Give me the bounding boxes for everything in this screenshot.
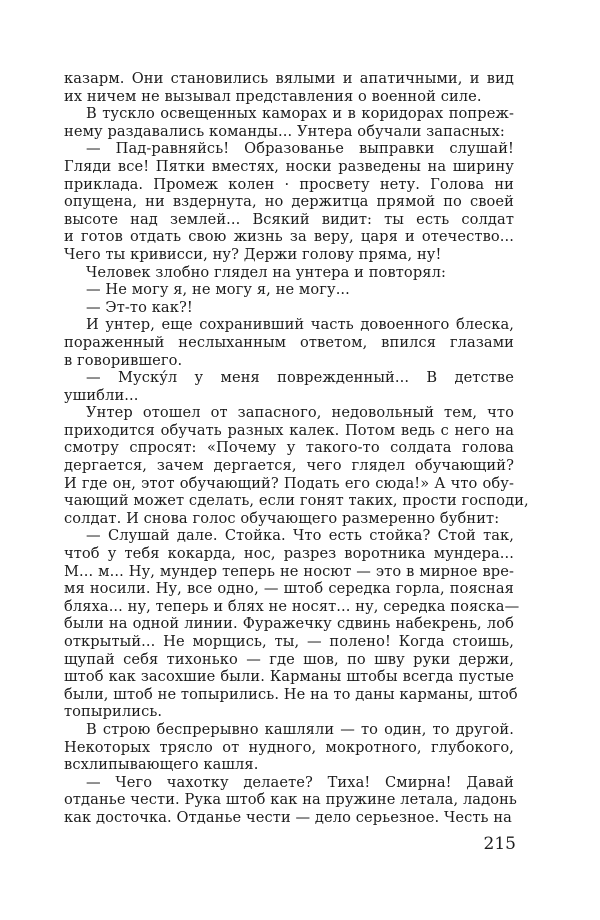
paragraph (64, 527, 520, 721)
text-line: М... м... Ну, мундер теперь не носют — это в мирное вре- (64, 562, 514, 580)
text-line: — Чего чахотку делаете? Тиха! Смирна! Давай (86, 773, 514, 791)
text-line: И где он, этот обучающий? Подать его сюда!» А что обу- (64, 474, 514, 492)
text-line: чтоб у тебя кокарда, нос, разрез воротника мундера... (64, 545, 514, 563)
text-line: в говорившего. (64, 351, 183, 369)
paragraph (64, 140, 514, 263)
text-line: высоте над землей... Всякий видит: ты есть солдат (64, 210, 514, 228)
text-line: — Муску́л у меня поврежденный... В детстве (86, 369, 514, 387)
text-line: ушибли... (64, 386, 139, 404)
text-line: были на одной линии. Фуражечку сдвинь набекрень, лоб (64, 615, 514, 633)
text-line: — Не могу я, не могу я, не могу... (86, 281, 350, 299)
body-text (64, 70, 529, 827)
paragraph (64, 721, 514, 774)
paragraph (64, 264, 514, 282)
paragraph (64, 404, 529, 527)
text-line: бляха... ну, теперь и блях не носят... ну, середка пояска— (64, 597, 520, 615)
text-line: И унтер, еще сохранивший часть довоенного блеска, (86, 316, 514, 334)
text-line: и готов отдать свою жизнь за веру, царя и отечество... (64, 228, 514, 246)
text-line: — Эт-то как?! (86, 298, 193, 316)
text-line: приклада. Промеж колен · просвету нету. Голова ни (64, 175, 514, 193)
text-line: казарм. Они становились вялыми и апатичными, и вид (64, 70, 514, 87)
page-number: 215 (483, 834, 516, 854)
text-line: — Слушай дале. Стойка. Что есть стойка? Стой так, (86, 527, 514, 545)
text-line: солдат. И снова голос обучающего размеренно бубнит: (64, 509, 500, 527)
text-line: отданье чести. Рука штоб как на пружине летала, ладонь (64, 791, 517, 809)
text-line: нему раздавались команды... Унтера обучали запасных: (64, 122, 505, 140)
text-line: их ничем не вызывал представления о военной силе. (64, 87, 482, 105)
text-line: В тускло освещенных каморах и в коридорах попреж- (86, 105, 514, 123)
text-line: топырились. (64, 703, 163, 721)
text-line: штоб как засохшие были. Карманы штобы всегда пустые (64, 668, 514, 686)
text-line: Чего ты кривисси, ну? Держи голову пряма, ну! (64, 245, 442, 263)
text-line: Некоторых трясло от нудного, мокротного, глубокого, (64, 738, 514, 756)
text-line: смотру спросят: «Почему у такого-то солдата голова (64, 439, 514, 457)
paragraph (64, 369, 514, 404)
paragraph (64, 316, 514, 369)
text-line: были, штоб не топырились. Не на то даны карманы, штоб (64, 685, 518, 703)
text-line: мя носили. Ну, все одно, — штоб середка горла, поясная (64, 580, 514, 598)
text-line: В строю беспрерывно кашляли — то один, то другой. (86, 720, 514, 738)
paragraph (64, 773, 517, 827)
paragraph (64, 299, 514, 317)
text-line: чающий может сделать, если гонят таких, прости господи, (64, 492, 529, 510)
text-line: приходится обучать разных калек. Потом ведь с него на (64, 421, 514, 439)
paragraph (64, 105, 514, 140)
paragraph (64, 70, 514, 105)
text-line: — Пад-равняйсь! Образованье выправки слушай! (86, 140, 514, 158)
text-line: пораженный неслыханным ответом, впился глазами (64, 333, 514, 351)
text-line: Гляди все! Пятки вместях, носки разведены на ширину (64, 157, 514, 175)
text-line: Человек злобно глядел на унтера и повторял: (86, 263, 446, 281)
text-line: опущена, ни вздернута, но держитца прямой по своей (64, 193, 514, 211)
text-line: Унтер отошел от запасного, недовольный тем, что (86, 404, 514, 422)
text-line: всхлипывающего кашля. (64, 756, 259, 774)
text-line: открытый... Не морщись, ты, — полено! Когда стоишь, (64, 633, 514, 650)
text-line: как досточка. Отданье чести — дело серьезное. Честь на (64, 808, 512, 826)
text-line: щупай себя тихонько — где шов, по шву руки держи, (64, 650, 514, 668)
text-line: дергается, зачем дергается, чего глядел обучающий? (64, 457, 514, 475)
paragraph (64, 281, 514, 299)
